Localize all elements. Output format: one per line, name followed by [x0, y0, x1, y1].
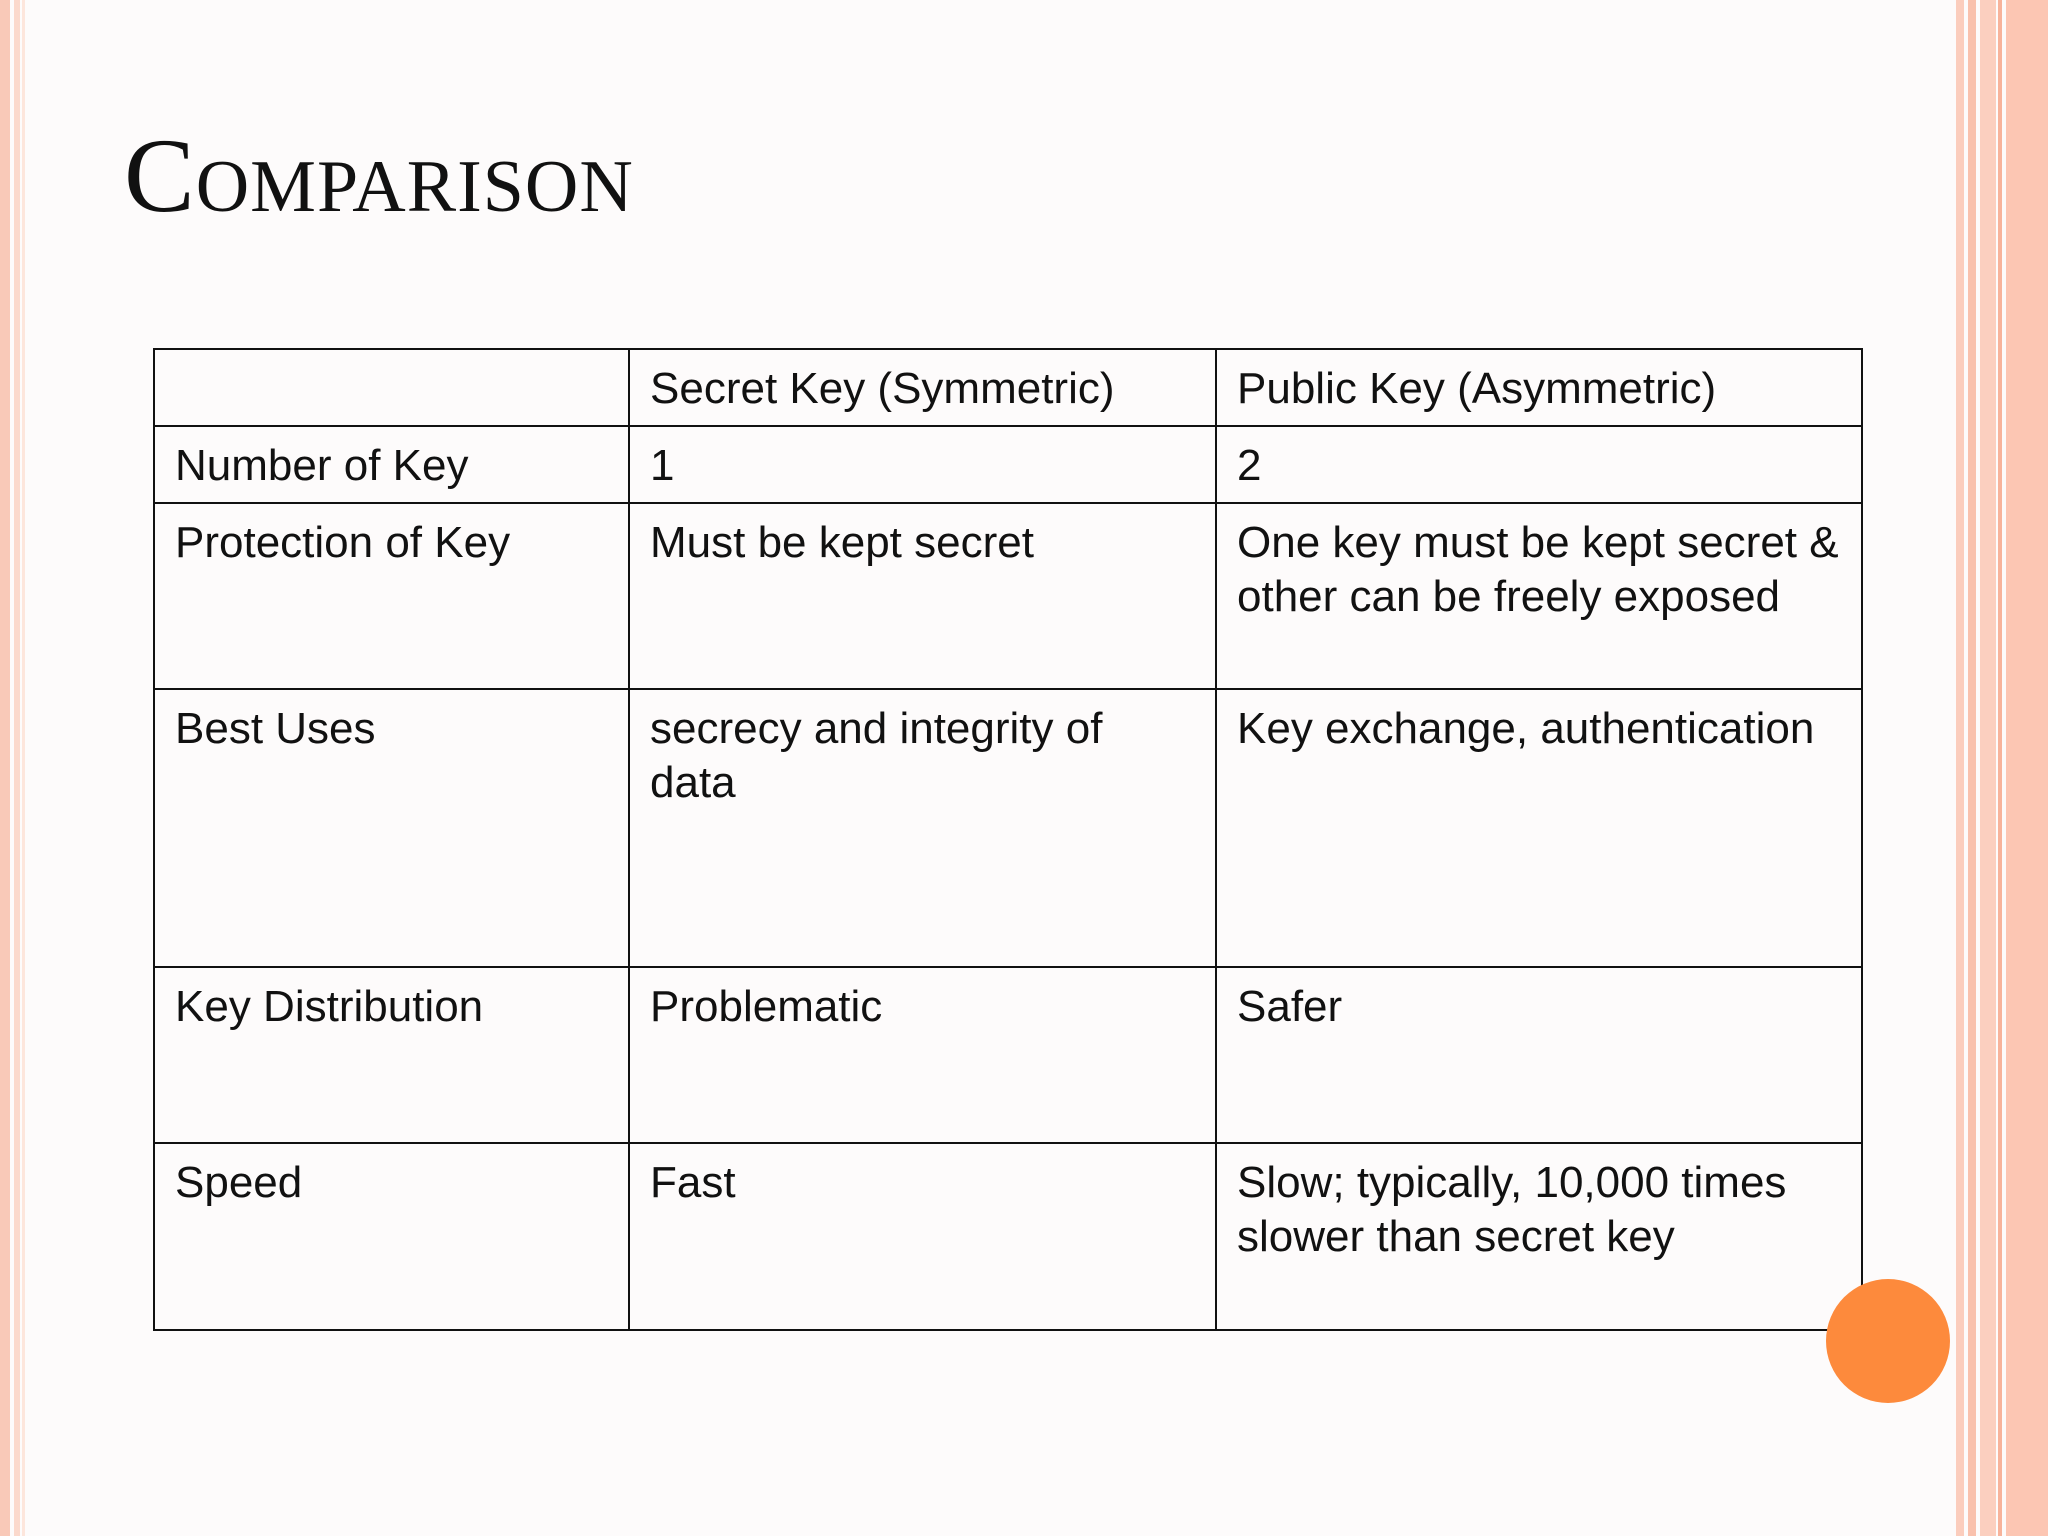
table-cell: Fast: [629, 1143, 1216, 1330]
table-header-row: [154, 349, 1862, 426]
table-header-cell: Public Key (Asymmetric): [1216, 349, 1862, 426]
left-border-stripe: [0, 0, 10, 1536]
table-cell: Key exchange, authentication: [1216, 689, 1862, 967]
right-border-stripe: [2006, 0, 2048, 1536]
table-cell: 1: [629, 426, 1216, 503]
comparison-table: [153, 348, 1863, 1331]
table-cell: Must be kept secret: [629, 503, 1216, 689]
table-row: [154, 689, 1862, 967]
right-border-stripe: [1998, 0, 2002, 1536]
right-border-stripe: [1956, 0, 1964, 1536]
row-label-cell: Speed: [154, 1143, 629, 1330]
table-cell: 2: [1216, 426, 1862, 503]
table-row: [154, 503, 1862, 689]
row-label-cell: Key Distribution: [154, 967, 629, 1143]
left-border-stripe: [22, 0, 25, 1536]
table-row: [154, 1143, 1862, 1330]
table-cell: One key must be kept secret & other can be freely exposed: [1216, 503, 1862, 689]
row-label-cell: Best Uses: [154, 689, 629, 967]
table-cell: Problematic: [629, 967, 1216, 1143]
row-label-cell: Protection of Key: [154, 503, 629, 689]
right-border-stripe: [1968, 0, 1976, 1536]
right-border-stripe: [1980, 0, 1996, 1536]
table-cell: Safer: [1216, 967, 1862, 1143]
table-header-cell: Secret Key (Symmetric): [629, 349, 1216, 426]
left-border-stripe: [14, 0, 20, 1536]
row-label-cell: Number of Key: [154, 426, 629, 503]
decorative-circle-icon: [1826, 1279, 1950, 1403]
table-row: [154, 426, 1862, 503]
table-cell: secrecy and integrity of data: [629, 689, 1216, 967]
table-cell: Slow; typically, 10,000 times slower than secret key: [1216, 1143, 1862, 1330]
slide-title: Comparison: [124, 117, 634, 234]
table-row: [154, 967, 1862, 1143]
table-header-cell: [154, 349, 629, 426]
